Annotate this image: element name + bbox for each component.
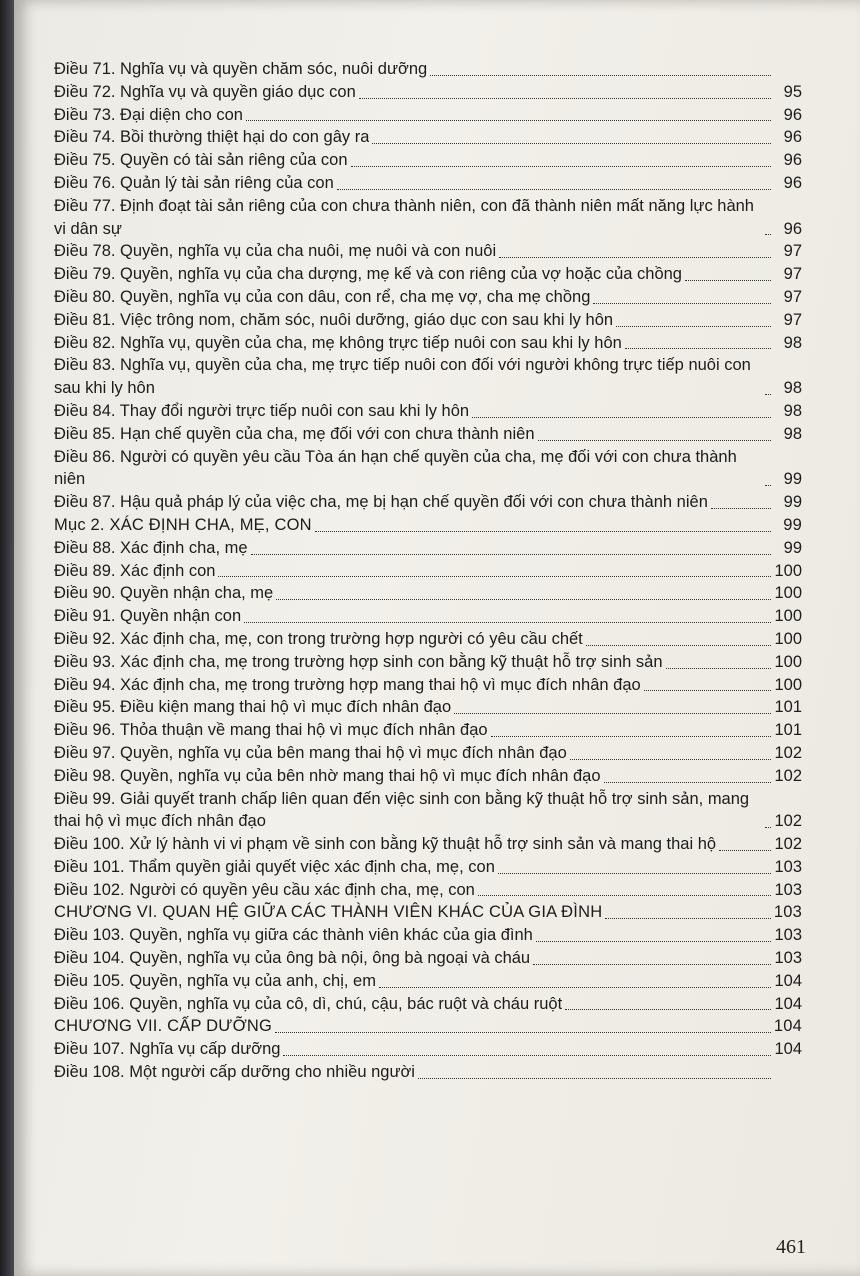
toc-entry-title: Điều 101. Thẩm quyền giải quyết việc xác định cha, mẹ, con: [54, 857, 495, 876]
toc-leader-dots: [430, 75, 771, 76]
toc-entry-page: 99: [783, 493, 802, 512]
toc-section-heading: [54, 901, 802, 924]
toc-entry: [54, 104, 802, 127]
toc-entry-title: Điều 96. Thỏa thuận về mang thai hộ vì mục đích nhân đạo: [54, 721, 488, 740]
toc-leader-dots: [478, 895, 771, 896]
toc-entry-title: Điều 94. Xác định cha, mẹ trong trường hợp mang thai hộ vì mục đích nhân đạo: [54, 675, 641, 694]
toc-entry-title: Điều 106. Quyền, nghĩa vụ của cô, dì, chú, cậu, bác ruột và cháu ruột: [54, 994, 563, 1013]
toc-leader-dots: [251, 554, 771, 555]
toc-entry-page: 104: [774, 994, 802, 1013]
toc-entry: [54, 628, 802, 651]
toc-entry-page: 97: [783, 310, 802, 329]
toc-leader-dots: [379, 987, 771, 988]
toc-leader-dots: [644, 690, 771, 691]
toc-entry-title: Điều 89. Xác định con: [54, 561, 216, 580]
toc-entry-page: 98: [783, 424, 802, 443]
book-binding-edge: [0, 0, 14, 1276]
toc-entry: [54, 924, 802, 947]
toc-entry-title: Điều 104. Quyền, nghĩa vụ của ông bà nội, ông bà ngoại và cháu: [54, 949, 531, 968]
toc-entry: [54, 1061, 802, 1084]
toc-entry: [54, 742, 802, 765]
toc-entry-page: 102: [774, 812, 802, 831]
toc-entry-title: Điều 92. Xác định cha, mẹ, con trong trường hợp người có yêu cầu chết: [54, 629, 583, 648]
toc-entry: [54, 1038, 802, 1061]
toc-section-heading: [54, 1015, 802, 1038]
toc-entry-page: 97: [783, 242, 802, 261]
toc-entry-page: 101: [774, 721, 802, 740]
toc-leader-dots: [719, 850, 771, 851]
toc-entry-page: 100: [774, 607, 802, 626]
page-number: 461: [776, 1236, 806, 1258]
toc-leader-dots: [275, 1032, 771, 1033]
toc-entry-page: 104: [773, 1017, 802, 1036]
toc-entry-page: 97: [783, 265, 802, 284]
toc-entry: [54, 195, 802, 241]
toc-entry: [54, 605, 802, 628]
toc-entry-page: 103: [774, 949, 802, 968]
toc-leader-dots: [593, 303, 771, 304]
toc-entry-title: Điều 107. Nghĩa vụ cấp dưỡng: [54, 1040, 281, 1059]
toc-leader-dots: [533, 964, 771, 965]
toc-entry-title: Điều 85. Hạn chế quyền của cha, mẹ đối với con chưa thành niên: [54, 424, 535, 443]
toc-entry-page: 96: [783, 128, 802, 147]
toc-leader-dots: [283, 1055, 771, 1056]
toc-entry-page: 99: [783, 538, 802, 557]
toc-entry-title: Điều 87. Hậu quả pháp lý của việc cha, mẹ bị hạn chế quyền đối với con chưa thành niên: [54, 493, 708, 512]
toc-leader-dots: [616, 326, 771, 327]
toc-entry-page: 102: [774, 766, 802, 785]
toc-entry: [54, 788, 802, 834]
toc-leader-dots: [536, 941, 771, 942]
toc-entry: [54, 400, 802, 423]
toc-leader-dots: [372, 143, 771, 144]
toc-entry-page: 104: [774, 971, 802, 990]
toc-section-heading: [54, 514, 802, 537]
toc-entry-title: Điều 76. Quản lý tài sản riêng của con: [54, 173, 334, 192]
toc-entry: [54, 446, 802, 492]
toc-entry-title: Điều 97. Quyền, nghĩa vụ của bên mang thai hộ vì mục đích nhân đạo: [54, 743, 567, 762]
toc-entry: [54, 126, 802, 149]
toc-entry-page: 102: [774, 835, 802, 854]
toc-entry: [54, 719, 802, 742]
toc-entry: [54, 240, 802, 263]
toc-entry: [54, 560, 802, 583]
toc-entry: [54, 993, 802, 1016]
table-of-contents: [54, 58, 802, 1084]
toc-leader-dots: [711, 508, 771, 509]
toc-entry-title: Điều 81. Việc trông nom, chăm sóc, nuôi dưỡng, giáo dục con sau khi ly hôn: [54, 310, 614, 329]
toc-leader-dots: [218, 576, 771, 577]
toc-entry-page: 100: [774, 561, 802, 580]
toc-entry-title: Điều 99. Giải quyết tranh chấp liên quan đến việc sinh con bằng kỹ thuật hỗ trợ sinh sản, mang thai hộ vì mục đích nhân đạo: [54, 789, 750, 831]
toc-entry-title: Điều 72. Nghĩa vụ và quyền giáo dục con: [54, 82, 356, 101]
toc-entry-page: 104: [774, 1040, 802, 1059]
toc-entry-page: 103: [774, 857, 802, 876]
toc-entry-page: 103: [774, 926, 802, 945]
toc-entry-page: 98: [783, 379, 802, 398]
toc-entry: [54, 696, 802, 719]
toc-entry: [54, 947, 802, 970]
toc-entry-title: Điều 102. Người có quyền yêu cầu xác định cha, mẹ, con: [54, 880, 475, 899]
toc-leader-dots: [765, 394, 771, 395]
toc-entry-title: Điều 86. Người có quyền yêu cầu Tòa án hạn chế quyền của cha, mẹ đối với con chưa thành niên: [54, 447, 737, 489]
toc-entry-title: Điều 73. Đại diện cho con: [54, 105, 243, 124]
toc-leader-dots: [351, 166, 771, 167]
toc-leader-dots: [315, 531, 771, 532]
toc-entry: [54, 286, 802, 309]
toc-entry: [54, 149, 802, 172]
toc-leader-dots: [498, 873, 771, 874]
toc-leader-dots: [491, 736, 771, 737]
toc-entry-page: 100: [774, 629, 802, 648]
toc-leader-dots: [765, 234, 771, 235]
toc-entry: [54, 172, 802, 195]
toc-leader-dots: [454, 713, 771, 714]
toc-entry-page: 100: [774, 675, 802, 694]
toc-leader-dots: [472, 417, 771, 418]
toc-entry-page: 96: [783, 105, 802, 124]
toc-entry-page: 103: [774, 880, 802, 899]
toc-entry-title: Mục 2. XÁC ĐỊNH CHA, MẸ, CON: [54, 515, 312, 534]
toc-entry-page: 101: [774, 698, 802, 717]
toc-leader-dots: [359, 98, 771, 99]
toc-leader-dots: [276, 599, 771, 600]
toc-entry: [54, 537, 802, 560]
toc-entry: [54, 765, 802, 788]
toc-entry: [54, 263, 802, 286]
toc-entry-title: Điều 77. Định đoạt tài sản riêng của con chưa thành niên, con đã thành niên mất năng lực hành vi dân sự: [54, 196, 754, 238]
toc-entry-title: Điều 71. Nghĩa vụ và quyền chăm sóc, nuôi dưỡng: [54, 60, 428, 78]
toc-entry-page: 98: [783, 333, 802, 352]
toc-entry: [54, 582, 802, 605]
toc-leader-dots: [246, 120, 771, 121]
toc-entry-title: Điều 91. Quyền nhận con: [54, 607, 242, 626]
toc-entry-title: Điều 95. Điều kiện mang thai hộ vì mục đích nhân đạo: [54, 698, 452, 717]
toc-entry: [54, 856, 802, 879]
toc-entry: [54, 309, 802, 332]
toc-leader-dots: [499, 257, 771, 258]
toc-entry-page: 95: [783, 82, 802, 101]
toc-entry-page: 103: [773, 903, 802, 922]
toc-entry-title: Điều 83. Nghĩa vụ, quyền của cha, mẹ trực tiếp nuôi con đối với người không trực tiếp nuôi con sau khi ly hôn: [54, 356, 751, 398]
toc-entry: [54, 423, 802, 446]
toc-entry: [54, 81, 802, 104]
toc-entry-title: Điều 84. Thay đổi người trực tiếp nuôi con sau khi ly hôn: [54, 401, 470, 420]
toc-leader-dots: [337, 189, 771, 190]
toc-entry: [54, 674, 802, 697]
toc-entry-title: Điều 80. Quyền, nghĩa vụ của con dâu, con rể, cha mẹ vợ, cha mẹ chồng: [54, 287, 591, 306]
toc-entry-title: Điều 93. Xác định cha, mẹ trong trường hợp sinh con bằng kỹ thuật hỗ trợ sinh sản: [54, 652, 663, 671]
toc-entry-page: 102: [774, 743, 802, 762]
toc-entry-title: Điều 79. Quyền, nghĩa vụ của cha dượng, mẹ kế và con riêng của vợ hoặc của chồng: [54, 265, 682, 284]
toc-leader-dots: [666, 668, 771, 669]
toc-leader-dots: [418, 1078, 771, 1079]
toc-entry-title: Điều 108. Một người cấp dưỡng cho nhiều người: [54, 1063, 415, 1082]
toc-leader-dots: [765, 827, 771, 828]
toc-leader-dots: [244, 622, 771, 623]
toc-entry-title: Điều 74. Bồi thường thiệt hại do con gây ra: [54, 128, 370, 147]
toc-leader-dots: [685, 280, 771, 281]
toc-entry-title: Điều 90. Quyền nhận cha, mẹ: [54, 584, 274, 603]
toc-entry-title: Điều 78. Quyền, nghĩa vụ của cha nuôi, mẹ nuôi và con nuôi: [54, 242, 497, 261]
toc-leader-dots: [604, 782, 771, 783]
toc-entry-page: 97: [783, 287, 802, 306]
toc-entry-page: 96: [783, 219, 802, 238]
toc-entry-title: Điều 103. Quyền, nghĩa vụ giữa các thành viên khác của gia đình: [54, 926, 533, 945]
toc-entry-page: 99: [783, 470, 802, 489]
toc-entry: [54, 970, 802, 993]
toc-leader-dots: [586, 645, 771, 646]
toc-entry: [54, 491, 802, 514]
toc-leader-dots: [625, 348, 771, 349]
toc-leader-dots: [538, 440, 772, 441]
toc-entry: [54, 879, 802, 902]
toc-entry: [54, 332, 802, 355]
toc-entry-title: Điều 98. Quyền, nghĩa vụ của bên nhờ mang thai hộ vì mục đích nhân đạo: [54, 766, 601, 785]
book-page: [14, 0, 860, 1276]
toc-entry-title: Điều 100. Xử lý hành vi vi phạm về sinh con bằng kỹ thuật hỗ trợ sinh sản và mang thai hộ: [54, 835, 717, 854]
toc-entry: [54, 833, 802, 856]
toc-leader-dots: [570, 759, 771, 760]
toc-entry-page: 98: [783, 401, 802, 420]
toc-entry-page: 99: [783, 515, 802, 534]
toc-leader-dots: [765, 485, 771, 486]
toc-entry-page: 100: [774, 584, 802, 603]
toc-entry-title: CHƯƠNG VI. QUAN HỆ GIỮA CÁC THÀNH VIÊN KHÁC CỦA GIA ĐÌNH: [54, 903, 603, 922]
toc-entry-title: CHƯƠNG VII. CẤP DƯỠNG: [54, 1017, 273, 1036]
toc-entry: [54, 354, 802, 400]
toc-leader-dots: [565, 1009, 771, 1010]
toc-entry: [54, 651, 802, 674]
toc-entry-page: 100: [774, 652, 802, 671]
toc-entry-title: Điều 75. Quyền có tài sản riêng của con: [54, 151, 348, 170]
toc-entry-title: Điều 105. Quyền, nghĩa vụ của anh, chị, em: [54, 971, 376, 990]
toc-entry-page: 96: [783, 151, 802, 170]
toc-entry-title: Điều 88. Xác định cha, mẹ: [54, 538, 248, 557]
toc-entry: [54, 58, 802, 81]
toc-entry-page: 96: [783, 173, 802, 192]
toc-entry-title: Điều 82. Nghĩa vụ, quyền của cha, mẹ không trực tiếp nuôi con sau khi ly hôn: [54, 333, 622, 352]
toc-leader-dots: [605, 918, 771, 919]
